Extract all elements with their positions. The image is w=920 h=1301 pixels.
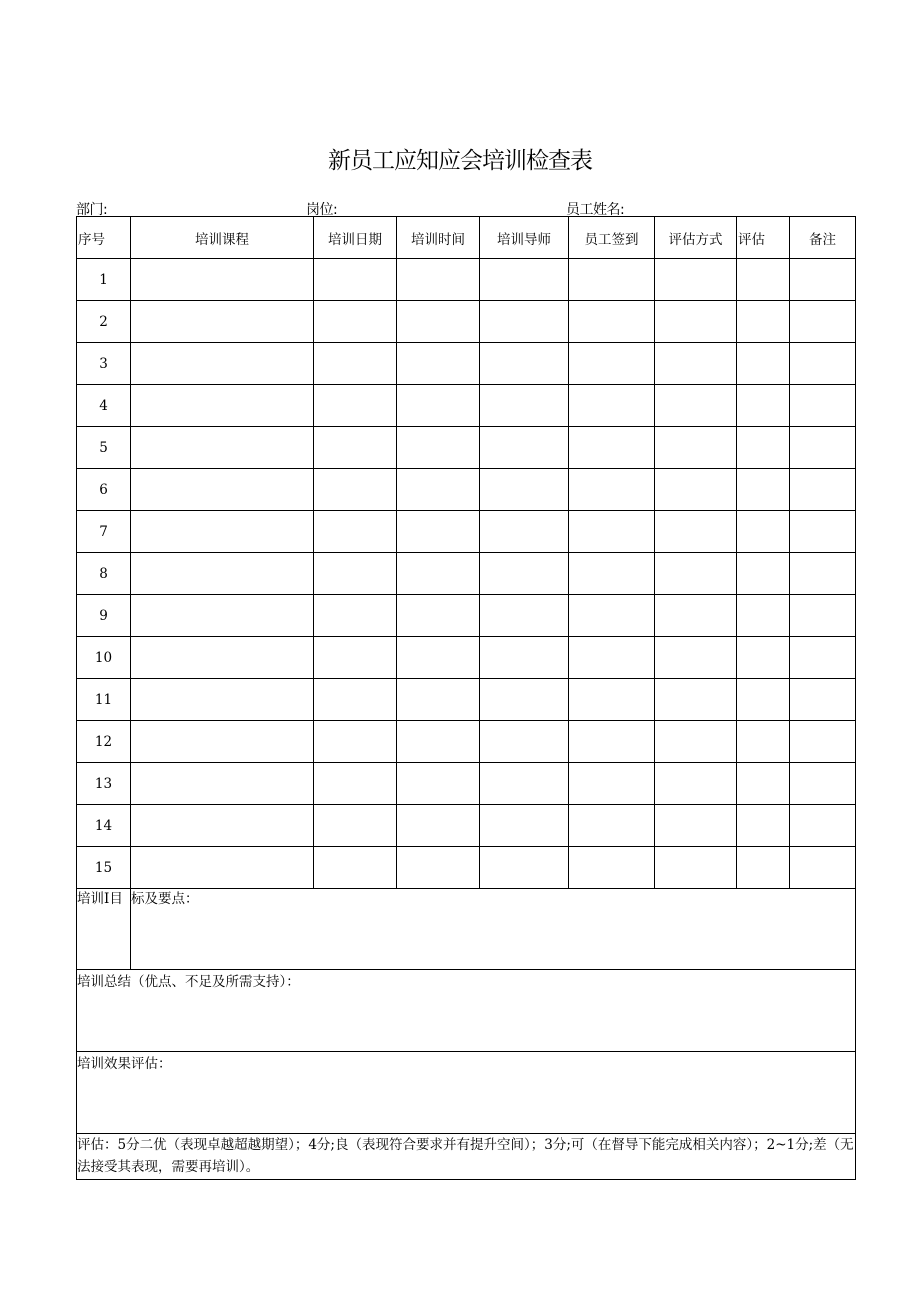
cell-date[interactable] [314,301,397,343]
cell-eval[interactable] [737,511,790,553]
cell-date[interactable] [314,637,397,679]
position-label: 岗位: [306,202,338,218]
cell-date[interactable] [314,259,397,301]
cell-remarks[interactable] [790,343,856,385]
cell-eval-method[interactable] [655,721,737,763]
header-eval: 评估 [737,217,790,259]
row-number: 5 [77,427,131,469]
cell-course[interactable] [131,553,314,595]
cell-signin[interactable] [569,679,655,721]
cell-course[interactable] [131,679,314,721]
cell-time[interactable] [397,595,480,637]
table-row [77,511,856,553]
cell-date[interactable] [314,385,397,427]
cell-time[interactable] [397,847,480,889]
cell-time[interactable] [397,511,480,553]
cell-course[interactable] [131,721,314,763]
cell-trainer[interactable] [480,679,569,721]
table-row [77,343,856,385]
cell-trainer[interactable] [480,259,569,301]
cell-signin[interactable] [569,805,655,847]
cell-remarks[interactable] [790,679,856,721]
cell-trainer[interactable] [480,343,569,385]
cell-signin[interactable] [569,847,655,889]
training-effect-row [77,1052,856,1134]
cell-date[interactable] [314,721,397,763]
cell-eval-method[interactable] [655,427,737,469]
cell-trainer[interactable] [480,301,569,343]
table-row [77,721,856,763]
table-row [77,679,856,721]
cell-eval[interactable] [737,679,790,721]
cell-date[interactable] [314,469,397,511]
cell-trainer[interactable] [480,469,569,511]
cell-trainer[interactable] [480,595,569,637]
row-number: 8 [77,553,131,595]
training-goals-field[interactable]: 标及要点： [131,889,856,970]
row-number: 11 [77,679,131,721]
cell-eval-method[interactable] [655,763,737,805]
header-trainer: 培训导师 [480,217,569,259]
evaluation-criteria-note: 评估：5分二优（表现卓越超越期望）；4分;良（表现符合要求并有提升空间）；3分;可（在督导下能完成相关内容）；2~1分;差（无法接受其表现，需要再培训）。 [77,1134,856,1180]
cell-remarks[interactable] [790,595,856,637]
cell-eval-method[interactable] [655,259,737,301]
cell-date[interactable] [314,805,397,847]
cell-remarks[interactable] [790,763,856,805]
training-goals-row [77,889,856,970]
cell-course[interactable] [131,385,314,427]
cell-signin[interactable] [569,385,655,427]
cell-signin[interactable] [569,511,655,553]
cell-signin[interactable] [569,301,655,343]
row-number: 3 [77,343,131,385]
row-number: 14 [77,805,131,847]
cell-trainer[interactable] [480,385,569,427]
cell-eval[interactable] [737,427,790,469]
cell-signin[interactable] [569,553,655,595]
cell-time[interactable] [397,721,480,763]
cell-course[interactable] [131,343,314,385]
cell-time[interactable] [397,763,480,805]
cell-course[interactable] [131,763,314,805]
cell-remarks[interactable] [790,847,856,889]
cell-remarks[interactable] [790,805,856,847]
row-number: 9 [77,595,131,637]
cell-course[interactable] [131,469,314,511]
cell-date[interactable] [314,427,397,469]
training-goals-label: 培训I目 [77,889,131,970]
cell-course[interactable] [131,301,314,343]
header-eval-method: 评估方式 [655,217,737,259]
cell-eval[interactable] [737,805,790,847]
cell-signin[interactable] [569,469,655,511]
header-time: 培训时间 [397,217,480,259]
table-row [77,385,856,427]
cell-time[interactable] [397,301,480,343]
cell-signin[interactable] [569,259,655,301]
cell-time[interactable] [397,637,480,679]
cell-date[interactable] [314,511,397,553]
table-row [77,763,856,805]
cell-eval-method[interactable] [655,847,737,889]
cell-eval[interactable] [737,469,790,511]
cell-signin[interactable] [569,427,655,469]
cell-date[interactable] [314,847,397,889]
cell-trainer[interactable] [480,553,569,595]
cell-course[interactable] [131,259,314,301]
cell-eval[interactable] [737,847,790,889]
cell-time[interactable] [397,427,480,469]
cell-eval[interactable] [737,301,790,343]
cell-remarks[interactable] [790,637,856,679]
cell-time[interactable] [397,259,480,301]
cell-trainer[interactable] [480,511,569,553]
cell-eval-method[interactable] [655,595,737,637]
cell-eval[interactable] [737,763,790,805]
cell-remarks[interactable] [790,511,856,553]
cell-time[interactable] [397,469,480,511]
training-effect-field[interactable]: 培训效果评估： [77,1052,856,1134]
cell-trainer[interactable] [480,805,569,847]
row-number: 15 [77,847,131,889]
cell-eval-method[interactable] [655,469,737,511]
cell-time[interactable] [397,805,480,847]
employee-name-label: 员工姓名: [566,202,625,218]
header-remarks: 备注 [790,217,856,259]
header-signin: 员工签到 [569,217,655,259]
cell-course[interactable] [131,427,314,469]
cell-eval-method[interactable] [655,553,737,595]
page-title: 新员工应知应会培训检查表 [328,148,592,174]
table-row [77,259,856,301]
cell-signin[interactable] [569,595,655,637]
cell-course[interactable] [131,511,314,553]
row-number: 2 [77,301,131,343]
cell-time[interactable] [397,679,480,721]
cell-remarks[interactable] [790,553,856,595]
cell-time[interactable] [397,553,480,595]
cell-course[interactable] [131,595,314,637]
cell-eval[interactable] [737,637,790,679]
cell-date[interactable] [314,763,397,805]
header-course: 培训课程 [131,217,314,259]
cell-eval-method[interactable] [655,805,737,847]
cell-remarks[interactable] [790,469,856,511]
cell-signin[interactable] [569,721,655,763]
cell-eval[interactable] [737,595,790,637]
cell-eval-method[interactable] [655,637,737,679]
cell-trainer[interactable] [480,763,569,805]
cell-course[interactable] [131,847,314,889]
cell-trainer[interactable] [480,721,569,763]
cell-trainer[interactable] [480,847,569,889]
cell-time[interactable] [397,385,480,427]
row-number: 12 [77,721,131,763]
cell-eval-method[interactable] [655,343,737,385]
table-row [77,469,856,511]
cell-date[interactable] [314,553,397,595]
table-row [77,427,856,469]
cell-signin[interactable] [569,343,655,385]
training-summary-field[interactable]: 培训总结（优点、不足及所需支持）： [77,970,856,1052]
cell-course[interactable] [131,805,314,847]
row-number: 4 [77,385,131,427]
table-row [77,637,856,679]
cell-eval-method[interactable] [655,511,737,553]
cell-remarks[interactable] [790,385,856,427]
cell-remarks[interactable] [790,427,856,469]
cell-eval[interactable] [737,259,790,301]
training-summary-row [77,970,856,1052]
cell-eval[interactable] [737,343,790,385]
header-date: 培训日期 [314,217,397,259]
row-number: 1 [77,259,131,301]
row-number: 13 [77,763,131,805]
row-number: 7 [77,511,131,553]
table-row [77,847,856,889]
cell-eval-method[interactable] [655,679,737,721]
training-check-table [76,216,856,1180]
cell-trainer[interactable] [480,637,569,679]
cell-trainer[interactable] [480,427,569,469]
header-seq: 序号 [77,217,131,259]
row-number: 10 [77,637,131,679]
cell-time[interactable] [397,343,480,385]
table-row [77,805,856,847]
cell-eval[interactable] [737,385,790,427]
table-row [77,553,856,595]
table-row [77,301,856,343]
cell-signin[interactable] [569,763,655,805]
row-number: 6 [77,469,131,511]
cell-course[interactable] [131,637,314,679]
cell-date[interactable] [314,595,397,637]
cell-eval-method[interactable] [655,301,737,343]
cell-signin[interactable] [569,637,655,679]
cell-remarks[interactable] [790,301,856,343]
table-row [77,595,856,637]
evaluation-criteria-row [77,1134,856,1180]
cell-remarks[interactable] [790,721,856,763]
cell-remarks[interactable] [790,259,856,301]
cell-eval[interactable] [737,553,790,595]
cell-eval-method[interactable] [655,385,737,427]
cell-eval[interactable] [737,721,790,763]
cell-date[interactable] [314,343,397,385]
cell-date[interactable] [314,679,397,721]
header-row [77,217,856,259]
department-label: 部门: [76,202,108,218]
